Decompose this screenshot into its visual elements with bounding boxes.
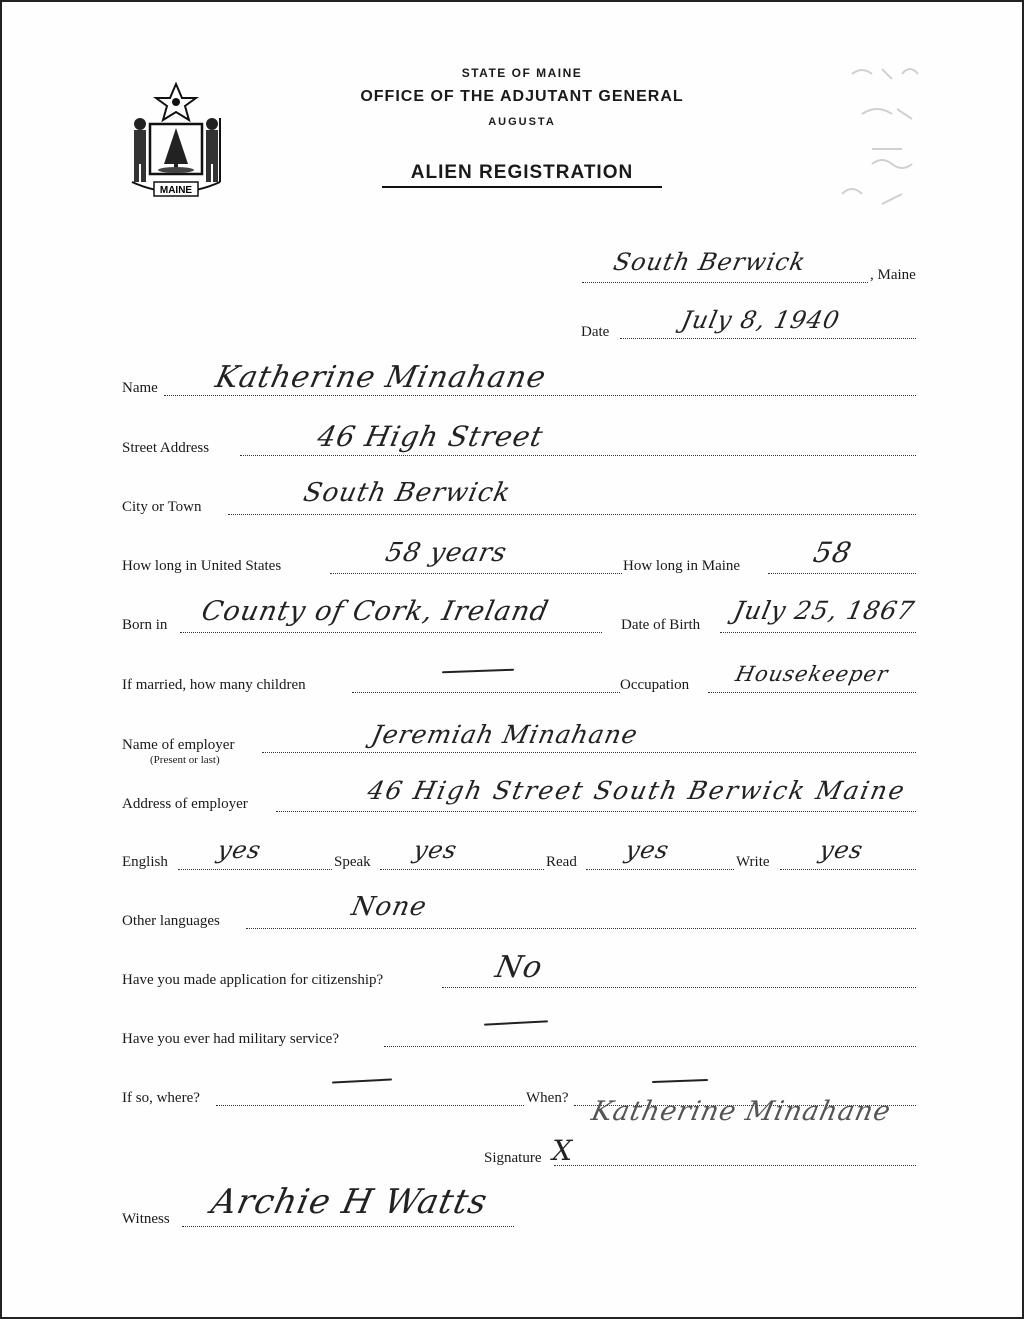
where-label: If so, where? xyxy=(122,1090,200,1106)
street-line xyxy=(240,455,916,456)
citizenship-label: Have you made application for citizenship? xyxy=(122,972,384,988)
city-label: City or Town xyxy=(122,499,202,515)
how-long-us-line xyxy=(330,573,622,574)
witness-label: Witness xyxy=(122,1211,170,1227)
name-value: Katherine Minahane xyxy=(212,360,550,395)
state-heading: STATE OF MAINE xyxy=(461,66,583,80)
english-value: yes xyxy=(215,836,265,864)
other-languages-label: Other languages xyxy=(122,913,220,929)
employer-value: Jeremiah Minahane xyxy=(368,720,641,749)
how-long-us-value: 58 years xyxy=(382,538,510,568)
born-in-label: Born in xyxy=(122,617,168,633)
occupation-line xyxy=(708,692,916,693)
margin-pencil-notes xyxy=(842,54,942,229)
employer-line xyxy=(262,752,916,753)
date-label: Date xyxy=(581,324,610,340)
where-dash xyxy=(332,1078,392,1083)
military-label: Have you ever had military service? xyxy=(122,1031,339,1047)
when-dash xyxy=(652,1079,708,1083)
where-line xyxy=(216,1105,524,1106)
city-heading: AUGUSTA xyxy=(488,116,556,128)
town-value: South Berwick xyxy=(611,248,809,276)
citizenship-value: No xyxy=(492,950,547,985)
children-line xyxy=(352,692,620,693)
english-line xyxy=(178,869,332,870)
signature-line xyxy=(554,1165,916,1166)
how-long-us-label: How long in United States xyxy=(122,558,282,574)
signature-mark: X xyxy=(548,1134,577,1167)
occupation-value: Housekeeper xyxy=(733,662,891,686)
when-label: When? xyxy=(526,1090,569,1106)
office-heading: OFFICE OF THE ADJUTANT GENERAL xyxy=(360,88,684,105)
signature-label: Signature xyxy=(484,1150,542,1166)
children-dash xyxy=(442,669,514,674)
employer-address-line xyxy=(276,811,916,812)
occupation-label: Occupation xyxy=(620,677,690,693)
town-line xyxy=(582,282,868,283)
street-label: Street Address xyxy=(122,440,210,456)
how-long-maine-line xyxy=(768,573,916,574)
employer-address-label: Address of employer xyxy=(122,796,248,812)
city-line xyxy=(228,514,916,515)
read-value: yes xyxy=(623,836,673,864)
speak-value: yes xyxy=(411,836,461,864)
employer-address-value: 46 High Street South Berwick Maine xyxy=(364,776,909,805)
speak-line xyxy=(380,869,544,870)
date-of-birth-value: July 25, 1867 xyxy=(730,596,918,625)
write-value: yes xyxy=(817,836,867,864)
name-line xyxy=(164,395,916,396)
military-line xyxy=(384,1046,916,1047)
signature-value: Katherine Minahane xyxy=(588,1096,894,1127)
how-long-maine-value: 58 xyxy=(810,536,856,569)
other-languages-line xyxy=(246,928,916,929)
military-dash xyxy=(484,1020,548,1025)
seal-text: MAINE xyxy=(159,185,193,196)
employer-note: (Present or last) xyxy=(150,754,220,766)
form-title: ALIEN REGISTRATION xyxy=(382,162,662,188)
read-label: Read xyxy=(546,854,577,870)
born-in-value: County of Cork, Ireland xyxy=(198,596,552,627)
street-value: 46 High Street xyxy=(314,420,547,453)
witness-value: Archie H Watts xyxy=(207,1182,492,1222)
name-label: Name xyxy=(122,380,158,396)
how-long-maine-label: How long in Maine xyxy=(623,558,741,574)
date-of-birth-label: Date of Birth xyxy=(621,617,701,633)
date-line xyxy=(620,338,916,339)
citizenship-line xyxy=(442,987,916,988)
read-line xyxy=(586,869,734,870)
employer-label: Name of employer xyxy=(122,737,235,753)
witness-line xyxy=(182,1226,514,1227)
date-value: July 8, 1940 xyxy=(679,306,843,334)
children-label: If married, how many children xyxy=(122,677,306,693)
speak-label: Speak xyxy=(334,854,371,870)
write-label: Write xyxy=(736,854,770,870)
city-value: South Berwick xyxy=(300,478,514,508)
write-line xyxy=(780,869,916,870)
english-label: English xyxy=(122,854,168,870)
date-of-birth-line xyxy=(720,632,916,633)
born-in-line xyxy=(180,632,602,633)
other-languages-value: None xyxy=(348,892,430,922)
town-suffix: , Maine xyxy=(870,267,916,283)
